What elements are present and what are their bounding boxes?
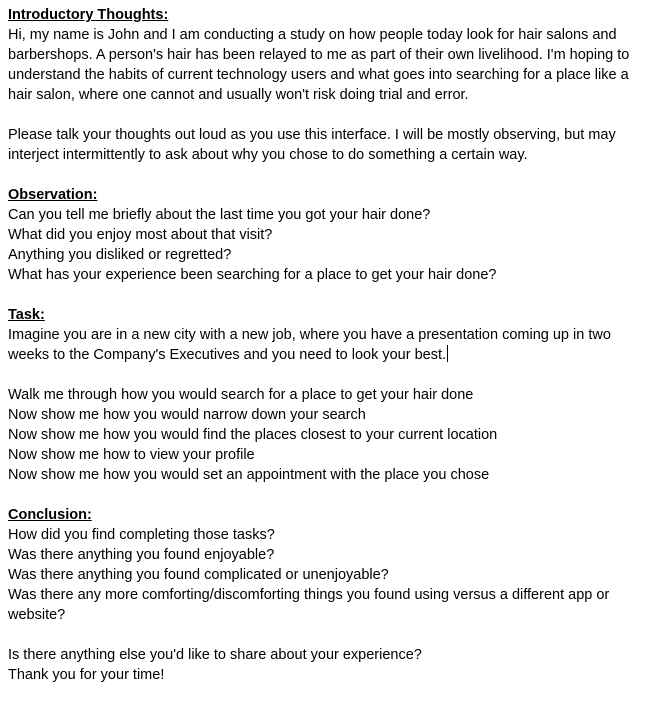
intro-paragraph-2: Please talk your thoughts out loud as you use this interface. I will be mostly observing, but may interject intermittently to ask about why you chose to do something a certain way. (8, 127, 616, 163)
conclusion-question: Was there any more comforting/discomforting things you found using versus a different app or website? (8, 587, 610, 623)
observation-question: What has your experience been searching for a place to get your hair done? (8, 267, 497, 283)
observation-question: What did you enjoy most about that visit? (8, 227, 273, 243)
intro-paragraph-1: Hi, my name is John and I am conducting a study on how people today look for hair salons and barbershops. A person's hair has been relayed to me as part of their own livelihood. I'm hoping to understand the habits of current technology users and what goes into searching for a place like a hair salon, where one cannot and usually won't risk doing trial and error. (8, 27, 630, 103)
task-step: Now show me how you would find the places closest to your current location (8, 427, 498, 443)
task-step: Walk me through how you would search for a place to get your hair done (8, 387, 474, 403)
document-body[interactable] (8, 5, 640, 705)
intro-heading: Introductory Thoughts: (8, 7, 169, 23)
observation-question: Can you tell me briefly about the last time you got your hair done? (8, 207, 431, 223)
text-cursor (447, 345, 448, 362)
conclusion-question: Was there anything you found complicated or unenjoyable? (8, 567, 389, 583)
closing-line: Thank you for your time! (8, 667, 165, 683)
observation-heading: Observation: (8, 187, 98, 203)
task-scenario (8, 325, 640, 365)
conclusion-section (8, 505, 640, 685)
observation-section (8, 185, 640, 285)
task-section (8, 305, 640, 485)
task-step: Now show me how you would narrow down your search (8, 407, 366, 423)
task-heading: Task: (8, 307, 45, 323)
task-step: Now show me how to view your profile (8, 447, 255, 463)
conclusion-question: How did you find completing those tasks? (8, 527, 275, 543)
task-scenario-text: Imagine you are in a new city with a new job, where you have a presentation coming up in two weeks to the Company's Executives and you need to look your best. (8, 327, 611, 363)
conclusion-heading: Conclusion: (8, 507, 92, 523)
conclusion-question: Was there anything you found enjoyable? (8, 547, 275, 563)
task-step: Now show me how you would set an appointment with the place you chose (8, 467, 490, 483)
observation-question: Anything you disliked or regretted? (8, 247, 232, 263)
intro-section (8, 5, 640, 165)
closing-line: Is there anything else you'd like to share about your experience? (8, 647, 422, 663)
